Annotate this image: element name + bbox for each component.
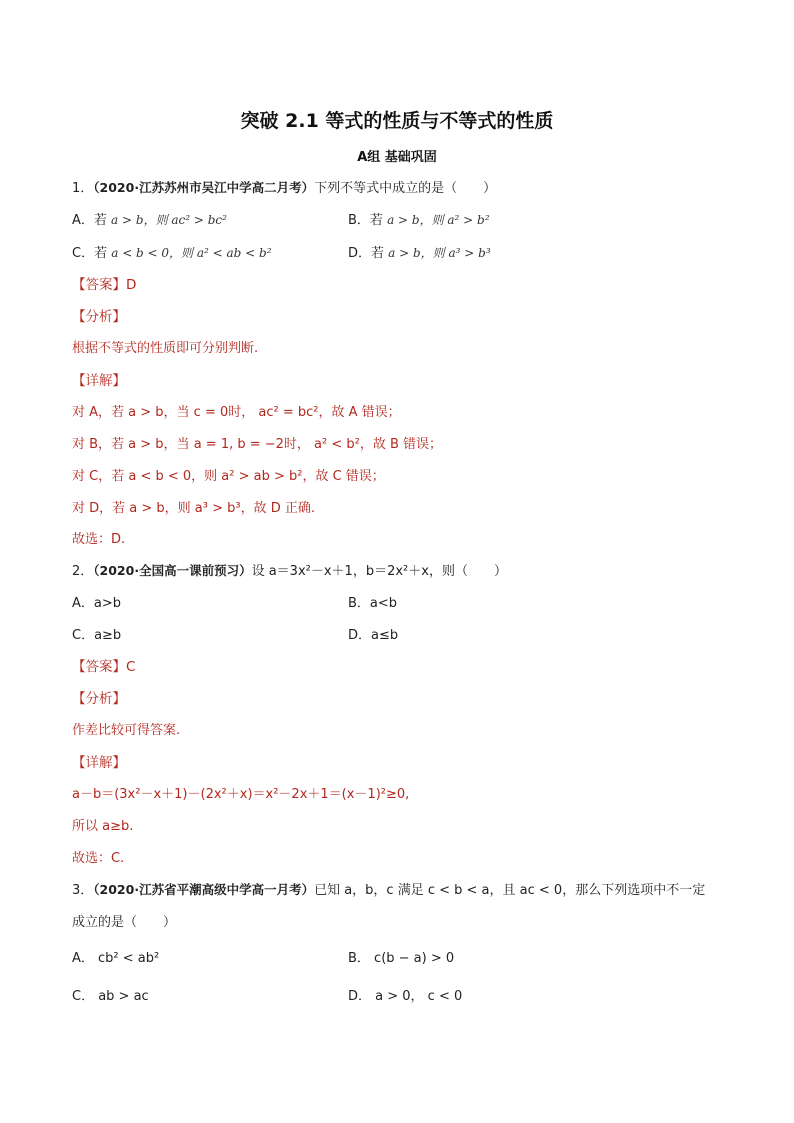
question-number: 3． — [72, 883, 94, 898]
question-source: （2020·全国高一课前预习） — [93, 563, 252, 578]
q2-option-a: A．a>b — [72, 596, 122, 611]
option-label: A．若 — [72, 213, 107, 228]
option-math: a < b < 0，则 a² < ab < b² — [111, 246, 272, 260]
option-math: a > b，则 a² > b² — [387, 213, 490, 227]
question-source: （2020·江苏省平潮高级中学高一月考） — [93, 882, 315, 897]
question-source: （2020·江苏苏州市吴江中学高二月考） — [93, 180, 315, 195]
q1-analysis-text: 根据不等式的性质即可分别判断. — [72, 341, 259, 356]
option-label: C．若 — [72, 246, 108, 261]
answer-tag: 【答案】 — [72, 659, 126, 675]
q2-choice: 故选：C. — [72, 851, 125, 866]
q1-option-b — [348, 209, 490, 228]
q3-option-b: B． c(b − a) > 0 — [348, 951, 455, 966]
q1-option-d — [348, 242, 491, 261]
q1-option-a — [72, 209, 227, 228]
question-number: 1． — [72, 181, 94, 196]
answer-value: D — [126, 277, 137, 293]
question-stem: 下列不等式中成立的是（ ） — [314, 181, 497, 196]
q2-option-b: B．a<b — [348, 596, 398, 611]
page-title: 突破 2.1 等式的性质与不等式的性质 — [240, 110, 554, 132]
option-math: a > b，则 a³ > b³ — [388, 246, 491, 260]
question-3 — [72, 879, 705, 898]
q2-analysis-tag: 【分析】 — [72, 691, 126, 707]
q2-option-c: C．a≥b — [72, 628, 122, 643]
q1-detail-line: 对 B，若 a > b，当 a = 1, b = −2时， a² < b²，故 B 错误； — [72, 437, 443, 452]
question-stem: 已知 a，b，c 满足 c < b < a，且 ac < 0，那么下列选项中不一定 — [314, 883, 706, 898]
q2-analysis-text: 作差比较可得答案. — [72, 723, 181, 738]
q1-detail-line: 对 A，若 a > b，当 c = 0时， ac² = bc²，故 A 错误； — [72, 405, 401, 420]
q2-answer — [72, 655, 135, 675]
question-stem: 设 a＝3x²－x＋1，b＝2x²＋x，则（ ） — [251, 564, 507, 579]
q2-option-d: D．a≤b — [348, 628, 399, 643]
group-heading: A组 基础巩固 — [357, 150, 437, 165]
q3-option-d: D． a > 0， c < 0 — [348, 989, 463, 1004]
q3-option-c: C． ab > ac — [72, 989, 149, 1004]
q2-detail-tag: 【详解】 — [72, 755, 126, 771]
option-math: a > b，则 ac² > bc² — [111, 213, 227, 227]
q1-choice: 故选：D. — [72, 532, 126, 547]
q1-detail-line: 对 C，若 a < b < 0，则 a² > ab > b²，故 C 错误； — [72, 469, 385, 484]
option-label: B．若 — [348, 213, 383, 228]
q1-answer — [72, 273, 136, 293]
answer-tag: 【答案】 — [72, 277, 126, 293]
q2-so-line: 所以 a≥b. — [72, 819, 134, 834]
question-2 — [72, 560, 507, 579]
question-number: 2． — [72, 564, 94, 579]
question-3-line2: 成立的是（ ） — [72, 915, 177, 930]
q1-option-c — [72, 242, 272, 261]
answer-value: C — [126, 659, 136, 675]
q1-analysis-tag: 【分析】 — [72, 309, 126, 325]
q3-option-a: A． cb² < ab² — [72, 951, 160, 966]
q2-detail-line: a－b＝(3x²－x＋1)－(2x²＋x)＝x²－2x＋1＝(x－1)²≥0, — [72, 787, 410, 802]
q1-detail-tag: 【详解】 — [72, 373, 126, 389]
q1-detail-line: 对 D，若 a > b，则 a³ > b³，故 D 正确. — [72, 501, 315, 516]
option-label: D．若 — [348, 246, 385, 261]
question-1 — [72, 177, 496, 196]
